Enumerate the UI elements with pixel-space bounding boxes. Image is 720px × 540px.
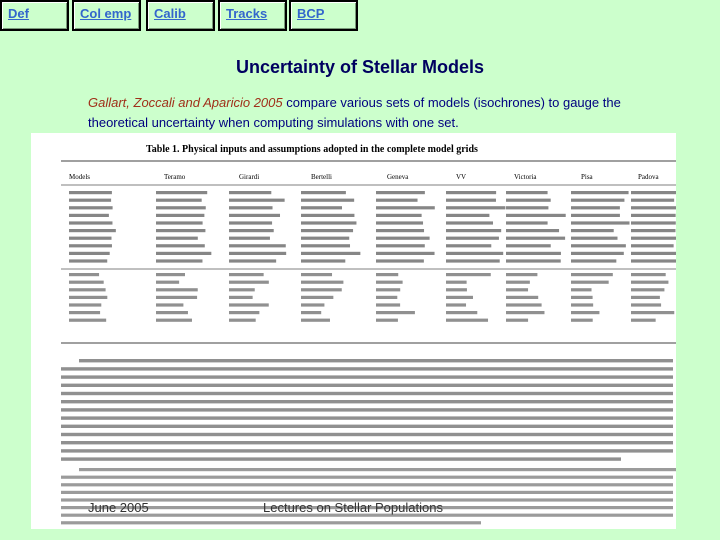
slide-title: Uncertainty of Stellar Models — [235, 57, 485, 77]
illegible-text-line — [229, 296, 253, 299]
illegible-text-line — [301, 319, 330, 322]
illegible-text-line — [506, 259, 561, 262]
illegible-text-line — [229, 191, 271, 194]
illegible-text-line — [506, 252, 561, 255]
illegible-text-line — [506, 237, 565, 240]
illegible-text-line — [156, 311, 188, 314]
intro-text: compare various sets of models (isochrones) to gauge the theoretical uncertainty when computing simulations with one set. — [88, 95, 621, 130]
illegible-text-line — [506, 214, 566, 217]
illegible-text-line — [446, 319, 488, 322]
nav-button-bcp[interactable]: BCP — [289, 0, 358, 31]
illegible-text-line — [571, 311, 599, 314]
illegible-text-line — [301, 281, 343, 284]
illegible-text-line — [301, 259, 345, 262]
illegible-text-line — [229, 252, 286, 255]
illegible-text-line — [61, 400, 673, 403]
footer-lecture-title: Lectures on Stellar Populations — [263, 500, 443, 515]
nav-button-calib[interactable]: Calib — [146, 0, 215, 31]
table-caption: Table 1. Physical inputs and assumptions adopted in the complete model grids — [146, 144, 478, 155]
illegible-text-line — [156, 237, 198, 240]
illegible-text-line — [506, 229, 559, 232]
navigation-bar — [0, 0, 360, 33]
illegible-text-line — [631, 191, 676, 194]
illegible-text-line — [376, 244, 425, 247]
illegible-text-line — [156, 206, 206, 209]
illegible-text-line — [301, 221, 356, 224]
illegible-text-line — [376, 221, 423, 224]
illegible-text-line — [631, 252, 676, 255]
illegible-text-line — [446, 206, 505, 209]
illegible-text-line — [61, 392, 673, 395]
illegible-text-line — [506, 311, 544, 314]
illegible-text-line — [446, 288, 467, 291]
table-header-cell: Geneva — [387, 173, 409, 181]
illegible-text-line — [156, 199, 202, 202]
illegible-text-line — [376, 319, 398, 322]
illegible-text-line — [506, 244, 551, 247]
table-header-cell: VV — [456, 173, 467, 181]
illegible-text-line — [156, 281, 179, 284]
illegible-text-line — [61, 416, 673, 419]
illegible-text-line — [571, 221, 630, 224]
illegible-text-line — [301, 199, 354, 202]
illegible-text-line — [446, 259, 500, 262]
illegible-text-line — [69, 319, 106, 322]
illegible-text-line — [229, 221, 272, 224]
illegible-text-line — [229, 199, 285, 202]
footer-date: June 2005 — [88, 500, 149, 515]
illegible-text-line — [61, 375, 673, 378]
table-image — [31, 133, 676, 529]
illegible-text-line — [571, 244, 626, 247]
illegible-text-line — [301, 311, 321, 314]
illegible-text-line — [301, 237, 349, 240]
illegible-text-line — [376, 296, 397, 299]
illegible-text-line — [376, 214, 422, 217]
illegible-text-line — [571, 303, 593, 306]
illegible-text-line — [61, 384, 673, 387]
illegible-text-line — [69, 214, 109, 217]
illegible-text-line — [301, 244, 350, 247]
illegible-text-line — [61, 457, 621, 460]
table-body-illegible — [61, 191, 676, 524]
illegible-text-line — [229, 206, 273, 209]
illegible-text-line — [69, 221, 112, 224]
illegible-text-line — [571, 259, 616, 262]
illegible-text-line — [506, 206, 548, 209]
illegible-text-line — [506, 303, 542, 306]
illegible-text-line — [69, 259, 107, 262]
illegible-text-line — [506, 199, 551, 202]
illegible-text-line — [229, 288, 255, 291]
illegible-text-line — [571, 319, 593, 322]
illegible-text-line — [69, 311, 100, 314]
illegible-text-line — [571, 199, 624, 202]
illegible-text-line — [446, 311, 477, 314]
illegible-text-line — [376, 252, 435, 255]
illegible-text-line — [446, 221, 493, 224]
illegible-text-line — [571, 191, 629, 194]
illegible-text-line — [69, 237, 112, 240]
illegible-text-line — [301, 252, 360, 255]
illegible-text-line — [571, 206, 620, 209]
nav-button-tracks[interactable]: Tracks — [218, 0, 287, 31]
illegible-text-line — [61, 408, 673, 411]
illegible-text-line — [571, 273, 613, 276]
illegible-text-line — [446, 303, 466, 306]
illegible-text-line — [376, 237, 430, 240]
nav-button-col-emp[interactable]: Col emp — [72, 0, 141, 31]
illegible-text-line — [301, 303, 324, 306]
illegible-text-line — [61, 441, 673, 444]
illegible-text-line — [446, 237, 499, 240]
illegible-text-line — [506, 281, 530, 284]
illegible-text-line — [69, 252, 110, 255]
illegible-text-line — [156, 319, 192, 322]
illegible-text-line — [301, 206, 342, 209]
illegible-text-line — [506, 319, 528, 322]
illegible-text-line — [301, 229, 353, 232]
illegible-text-line — [61, 367, 673, 370]
illegible-text-line — [571, 281, 609, 284]
illegible-text-line — [376, 259, 424, 262]
illegible-text-line — [376, 281, 403, 284]
illegible-text-line — [631, 229, 675, 232]
illegible-text-line — [229, 229, 274, 232]
illegible-text-line — [69, 199, 111, 202]
illegible-text-line — [631, 206, 676, 209]
illegible-text-line — [156, 244, 205, 247]
illegible-text-line — [506, 296, 538, 299]
illegible-text-line — [301, 296, 333, 299]
illegible-text-line — [631, 303, 661, 306]
illegible-text-line — [631, 199, 674, 202]
illegible-text-line — [571, 252, 624, 255]
illegible-text-line — [69, 303, 101, 306]
table-header-cell: Padova — [638, 173, 659, 181]
illegible-text-line — [631, 288, 664, 291]
illegible-text-line — [376, 191, 425, 194]
table-figure — [31, 133, 676, 529]
illegible-text-line — [631, 311, 674, 314]
illegible-text-line — [446, 229, 501, 232]
illegible-text-line — [631, 221, 676, 224]
illegible-text-line — [61, 449, 673, 452]
illegible-text-line — [69, 244, 112, 247]
illegible-text-line — [631, 244, 674, 247]
illegible-text-line — [229, 273, 264, 276]
illegible-text-line — [61, 483, 673, 486]
illegible-text-line — [61, 476, 673, 479]
illegible-text-line — [69, 296, 107, 299]
illegible-text-line — [506, 273, 537, 276]
illegible-text-line — [446, 273, 491, 276]
illegible-text-line — [571, 229, 614, 232]
illegible-text-line — [376, 199, 418, 202]
illegible-text-line — [229, 303, 269, 306]
illegible-text-line — [79, 359, 673, 362]
illegible-text-line — [571, 296, 593, 299]
illegible-text-line — [631, 319, 656, 322]
illegible-text-line — [376, 273, 398, 276]
illegible-text-line — [156, 214, 204, 217]
illegible-text-line — [506, 288, 528, 291]
illegible-text-line — [229, 237, 270, 240]
illegible-text-line — [69, 288, 106, 291]
illegible-text-line — [79, 468, 676, 471]
illegible-text-line — [631, 296, 660, 299]
illegible-text-line — [631, 281, 668, 284]
illegible-text-line — [156, 303, 183, 306]
illegible-text-line — [61, 491, 673, 494]
illegible-text-line — [446, 199, 496, 202]
illegible-text-line — [446, 252, 503, 255]
illegible-text-line — [446, 296, 473, 299]
illegible-text-line — [156, 259, 202, 262]
illegible-text-line — [571, 237, 617, 240]
intro-paragraph — [88, 93, 648, 133]
illegible-text-line — [506, 221, 548, 224]
illegible-text-line — [156, 229, 205, 232]
illegible-text-line — [631, 214, 676, 217]
illegible-text-line — [446, 281, 467, 284]
illegible-text-line — [376, 229, 424, 232]
illegible-text-line — [156, 221, 203, 224]
table-header-cell: Girardi — [239, 173, 260, 181]
illegible-text-line — [631, 237, 676, 240]
illegible-text-line — [446, 191, 496, 194]
illegible-text-line — [156, 288, 198, 291]
table-header-cell: Teramo — [164, 173, 186, 181]
illegible-text-line — [301, 191, 346, 194]
illegible-text-line — [61, 425, 673, 428]
illegible-text-line — [506, 191, 548, 194]
illegible-text-line — [69, 281, 104, 284]
illegible-text-line — [571, 214, 620, 217]
illegible-text-line — [301, 273, 332, 276]
illegible-text-line — [301, 288, 342, 291]
illegible-text-line — [376, 206, 435, 209]
illegible-text-line — [69, 191, 112, 194]
illegible-text-line — [229, 311, 259, 314]
illegible-text-line — [156, 273, 185, 276]
intro-citation: Gallart, Zoccali and Aparicio 2005 — [88, 95, 283, 110]
illegible-text-line — [156, 252, 211, 255]
illegible-text-line — [69, 229, 116, 232]
illegible-text-line — [229, 281, 269, 284]
illegible-text-line — [229, 319, 256, 322]
illegible-text-line — [446, 244, 491, 247]
illegible-text-line — [446, 214, 489, 217]
table-header-cell: Bertelli — [311, 173, 332, 181]
table-header-row — [69, 173, 660, 181]
table-header-cell: Victoria — [514, 173, 537, 181]
nav-button-def[interactable]: Def — [0, 0, 69, 31]
table-header-cell: Models — [69, 173, 90, 181]
illegible-text-line — [229, 214, 280, 217]
illegible-text-line — [156, 191, 207, 194]
illegible-text-line — [631, 259, 676, 262]
illegible-text-line — [61, 433, 673, 436]
illegible-text-line — [156, 296, 197, 299]
illegible-text-line — [61, 521, 481, 524]
table-header-cell: Pisa — [581, 173, 593, 181]
illegible-text-line — [229, 259, 276, 262]
illegible-text-line — [301, 214, 354, 217]
illegible-text-line — [571, 288, 592, 291]
illegible-text-line — [69, 206, 113, 209]
illegible-text-line — [69, 273, 99, 276]
illegible-text-line — [376, 288, 400, 291]
illegible-text-line — [631, 273, 666, 276]
illegible-text-line — [376, 311, 415, 314]
illegible-text-line — [376, 303, 400, 306]
illegible-text-line — [229, 244, 286, 247]
